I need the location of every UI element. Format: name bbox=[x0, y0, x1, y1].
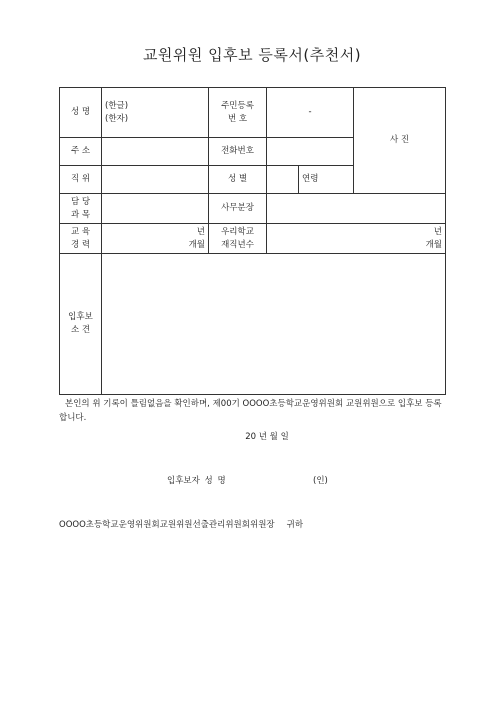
phone-field[interactable] bbox=[267, 138, 354, 166]
age-label: 연령 bbox=[302, 173, 319, 184]
name-field[interactable] bbox=[102, 88, 209, 138]
seal-mark: (인) bbox=[313, 476, 328, 486]
subject-label: 담 당 과 목 bbox=[60, 194, 102, 224]
gender-label: 성 별 bbox=[209, 166, 267, 194]
position-label: 직 위 bbox=[60, 166, 102, 194]
school-years-label: 우리학교 재직년수 bbox=[209, 224, 267, 254]
gender-field[interactable] bbox=[267, 166, 299, 194]
address-field[interactable] bbox=[102, 138, 209, 166]
subject-field[interactable] bbox=[102, 194, 209, 224]
document-title: 교원위원 입후보 등록서(추천서) bbox=[142, 46, 362, 64]
career-month-unit: 개월 bbox=[188, 239, 205, 250]
resident-no-label: 주민등록 번 호 bbox=[209, 88, 267, 138]
photo-box: 사 진 bbox=[354, 88, 446, 194]
duty-label: 사무분장 bbox=[209, 194, 267, 224]
addressee-honorific: 귀하 bbox=[286, 520, 304, 530]
name-label: 성 명 bbox=[60, 88, 102, 138]
name-korean-label: (한글) bbox=[105, 100, 129, 111]
addressee-line bbox=[59, 518, 303, 530]
applicant-signature-line bbox=[167, 474, 328, 486]
name-hanja-label: (한자) bbox=[105, 113, 129, 124]
phone-label: 전화번호 bbox=[209, 138, 267, 166]
school-years-field[interactable] bbox=[267, 224, 446, 254]
career-year-unit: 년 bbox=[196, 226, 205, 237]
position-field[interactable] bbox=[102, 166, 209, 194]
registration-form-table bbox=[59, 87, 446, 395]
date-line: 20 년 월 일 bbox=[245, 432, 289, 442]
opinion-field[interactable] bbox=[102, 254, 446, 395]
career-field[interactable] bbox=[102, 224, 209, 254]
duty-field[interactable] bbox=[267, 194, 446, 224]
resident-no-field[interactable]: - bbox=[267, 88, 354, 138]
career-label: 교 육 경 력 bbox=[60, 224, 102, 254]
school-years-year-unit: 년 bbox=[433, 226, 443, 237]
applicant-name-label: 입후보자 성 명 bbox=[167, 476, 226, 486]
address-label: 주 소 bbox=[60, 138, 102, 166]
opinion-label: 입후보 소 견 bbox=[60, 254, 102, 395]
confirmation-statement: 본인의 위 기록이 틀림없음을 확인하며, 제00기 OOOO초등학교운영위원회 교원위원으로 입후보 등록합니다. bbox=[59, 399, 442, 424]
school-years-month-unit: 개월 bbox=[425, 239, 443, 250]
age-cell[interactable] bbox=[299, 166, 354, 194]
addressee-organization: OOOO초등학교운영위원회교원위원선출관리위원회위원장 bbox=[59, 520, 275, 530]
